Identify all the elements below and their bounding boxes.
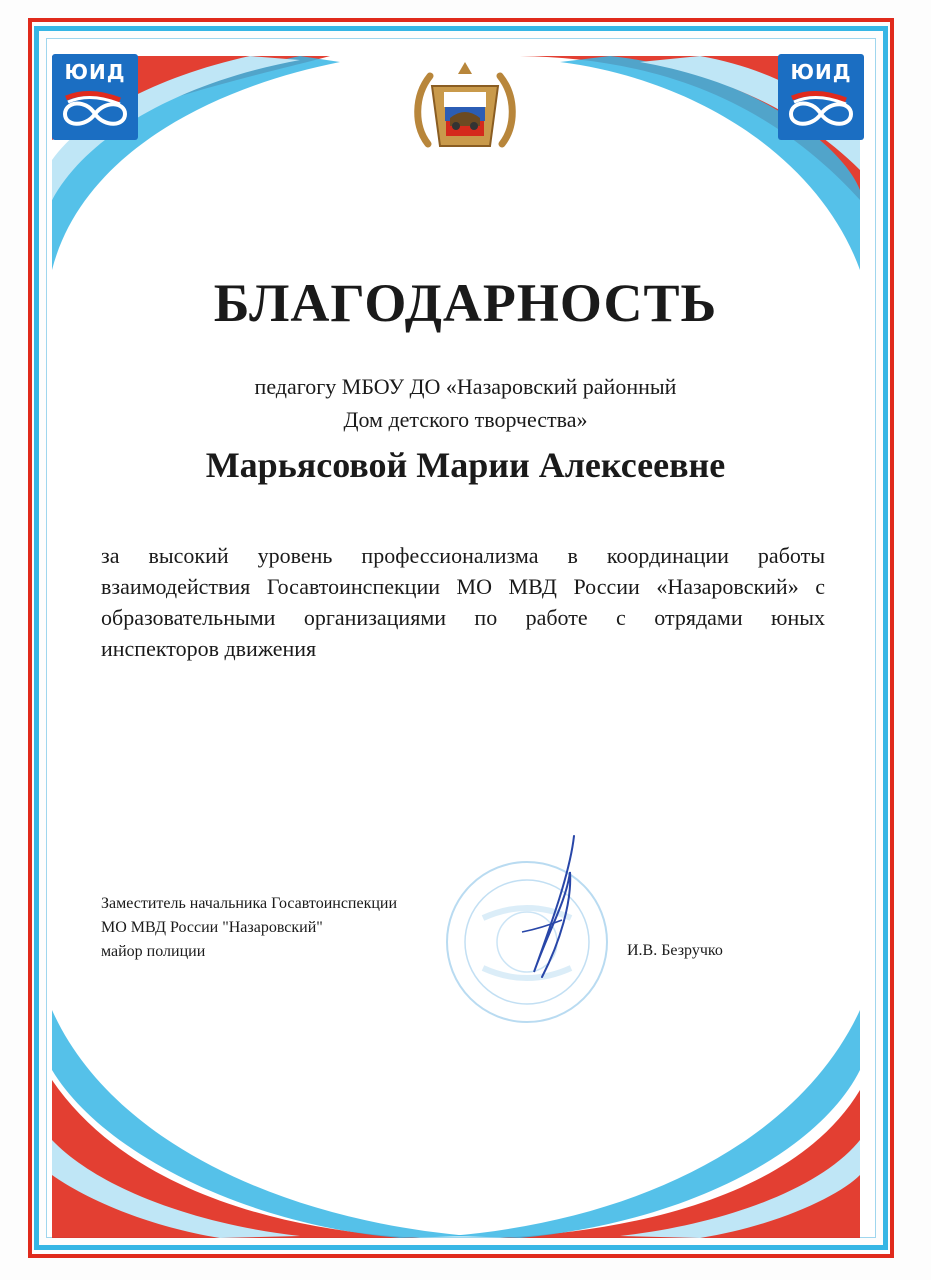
reason-line: образовательными организациями по работе с отрядами юных bbox=[101, 605, 825, 630]
recipient-role bbox=[0, 370, 931, 436]
reason-line: инспекторов движения bbox=[101, 636, 317, 661]
handwritten-signature-icon bbox=[512, 832, 592, 982]
recipient-role-line: Дом детского творчества» bbox=[343, 407, 588, 432]
yuid-logo-right bbox=[778, 54, 864, 140]
signer-position-line: МО МВД России "Назаровский" bbox=[101, 919, 323, 936]
reason-line: за высокий уровень профессионализма в координации работы bbox=[101, 543, 825, 568]
gibdd-emblem-icon bbox=[410, 56, 520, 156]
reason-text bbox=[101, 540, 825, 664]
yuid-logo-text: ЮИД bbox=[64, 60, 126, 84]
infinity-road-icon bbox=[786, 88, 856, 128]
certificate-title: БЛАГОДАРНОСТЬ bbox=[213, 273, 718, 333]
signer-position-line: майор полиции bbox=[101, 943, 206, 960]
recipient-role-line: педагогу МБОУ ДО «Назаровский районный bbox=[254, 374, 677, 399]
recipient-name: Марьясовой Марии Алексеевне bbox=[205, 445, 726, 485]
signer-name: И.В. Безручко bbox=[627, 942, 723, 959]
yuid-logo-left bbox=[52, 54, 138, 140]
yuid-logo-text: ЮИД bbox=[790, 60, 852, 84]
signer-position bbox=[101, 892, 397, 964]
infinity-road-icon bbox=[60, 88, 130, 128]
signer-position-line: Заместитель начальника Госавтоинспекции bbox=[101, 895, 398, 912]
reason-line: взаимодействия Госавтоинспекции МО МВД России «Назаровский» с bbox=[101, 574, 825, 599]
